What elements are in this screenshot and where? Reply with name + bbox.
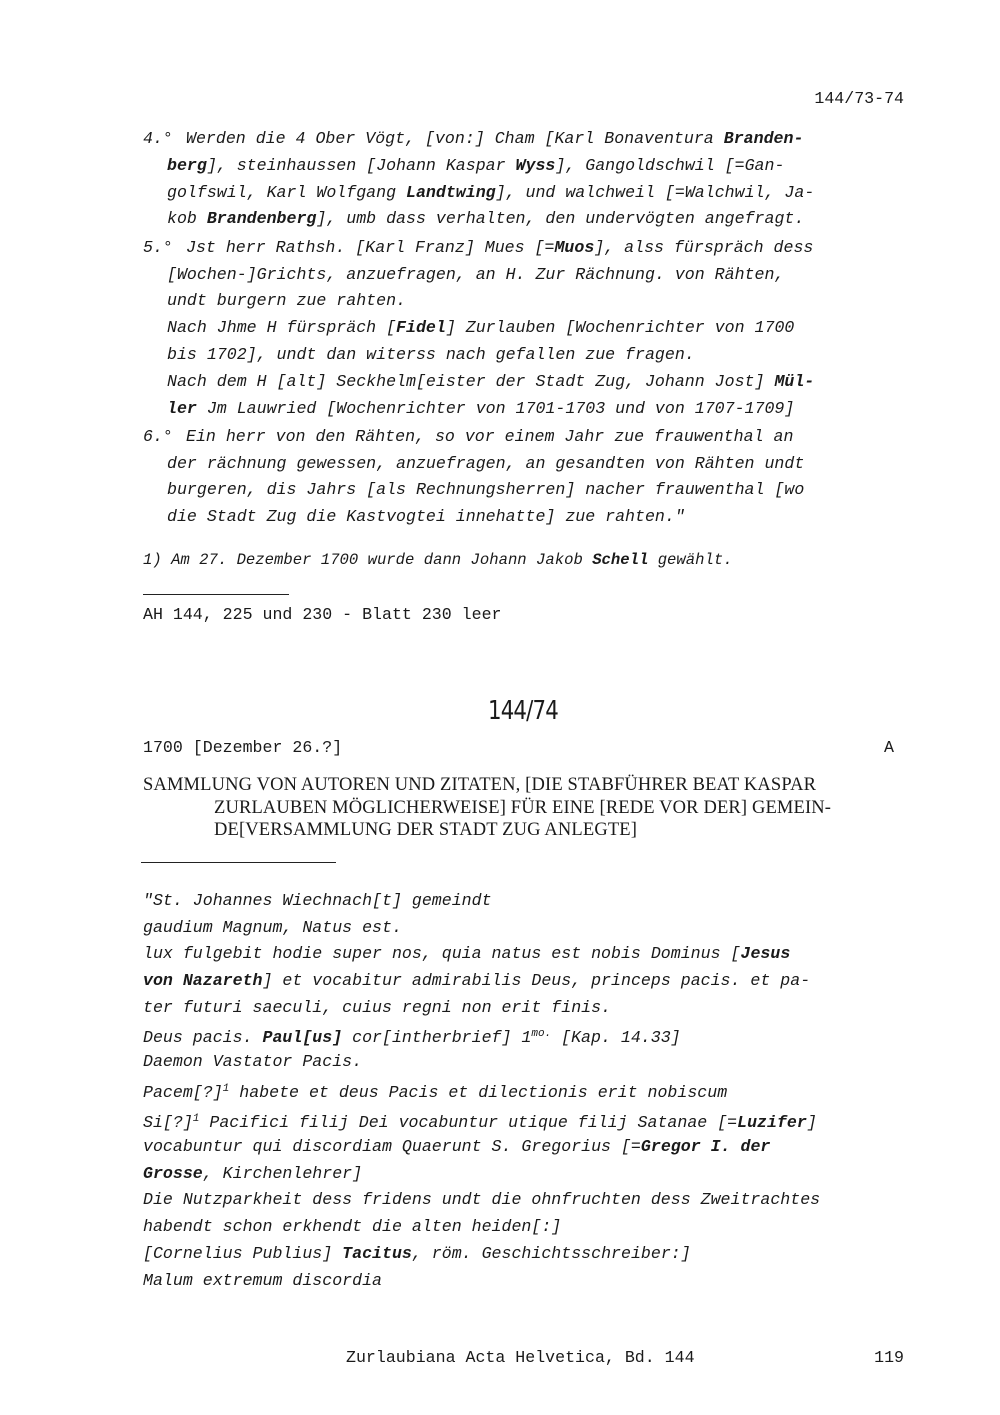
text-run: der rächnung gewessen, anzuefragen, an gesandten von Rähten undt [167, 453, 805, 473]
bold-name: Muos [554, 237, 595, 257]
document-letter: A [884, 738, 894, 757]
text-run: vocabuntur qui discordiam Quaerunt S. Gregorius [= [143, 1137, 641, 1156]
bold-name: berg [167, 155, 207, 175]
text-line [143, 1160, 362, 1187]
text-run: Jm Lauwried [Wochenrichter von 1701-1703 und von 1707-1709] [196, 398, 795, 418]
footnote [143, 547, 733, 574]
text-run: [Wochen-]Grichts, anzuefragen, an H. Zur Rächnung. von Rähten, [167, 264, 785, 284]
bold-name: von Nazareth [143, 971, 263, 990]
text-run: Nach dem H [alt] Seckhelm[eister der Stadt Zug, Johann Jost] [167, 371, 775, 391]
bold-name: Luzifer [737, 1113, 807, 1132]
text-run: "St. Johannes Wiechnach[t] gemeindt [143, 891, 492, 910]
text-run: [Cornelius Publius] [143, 1244, 343, 1263]
text-run: [Kap. 14.33] [551, 1028, 681, 1047]
text-run: , Kirchenlehrer] [202, 1164, 363, 1183]
source-reference: AH 144, 225 und 230 - Blatt 230 leer [143, 605, 502, 624]
text-run: ] [806, 1113, 817, 1132]
heading-rule [141, 862, 336, 863]
text-run: die Stadt Zug die Kastvogtei innehatte] zue rahten." [167, 507, 685, 527]
item-line [167, 368, 814, 395]
text-run: Jst herr Rathsh. [Karl Franz] Mues [= [186, 237, 555, 257]
text-line [143, 1021, 681, 1051]
text-run: Pacifici filij Dei vocabuntur utique filij Satanae [= [199, 1113, 738, 1132]
item-line [186, 423, 793, 450]
text-line [143, 914, 402, 941]
bold-name: Paul[us] [262, 1028, 343, 1047]
item-line [167, 503, 685, 530]
text-run: Si[?] [143, 1113, 193, 1132]
text-run: bis 1702], undt dan witerss nach gefallen zue fragen. [167, 344, 695, 364]
text-run: ], und walchweil [=Walchwil, Ja- [495, 182, 815, 202]
text-line [143, 940, 790, 967]
item-number: 5.° [143, 237, 173, 257]
text-run: ] et vocabitur admirabilis Deus, princeps pacis. et pa- [262, 971, 811, 990]
item-line [186, 125, 803, 152]
bold-name: Landtwing [406, 182, 496, 202]
text-run: ], steinhaussen [Johann Kaspar [206, 155, 516, 175]
text-run: , röm. Geschichtsschreiber:] [411, 1244, 691, 1263]
text-run: Malum extremum discordia [143, 1271, 382, 1290]
text-line [143, 1133, 770, 1160]
text-line [143, 1076, 727, 1106]
text-run: habete et deus Pacis et dilectionis erit nobiscum [229, 1083, 728, 1102]
bold-name: Jesus [740, 944, 791, 963]
text-run: golfswil, Karl Wolfgang [167, 182, 406, 202]
item-line [167, 476, 804, 503]
text-line [143, 1213, 561, 1240]
superscript: mo. [531, 1028, 552, 1040]
text-run: burgeren, dis Jahrs [als Rechnungsherren] nacher frauwenthal [wo [167, 480, 805, 500]
bold-name: ler [167, 398, 197, 418]
text-line [143, 1048, 362, 1075]
text-run: cor[intherbrief] 1 [342, 1028, 532, 1047]
text-line [143, 1106, 817, 1136]
text-run: ], umb dass verhalten, den undervögten angefragt. [316, 209, 805, 229]
text-run: Werden die 4 Ober Vögt, [von:] Cham [Karl Bonaventura [186, 129, 724, 148]
document-number: 144/74 [487, 696, 559, 726]
item-number: 4.° [143, 129, 173, 148]
text-run: Ein herr von den Rähten, so vor einem Jahr zue frauwenthal an [186, 426, 794, 446]
bold-name: Mül- [774, 371, 815, 391]
item-line [167, 395, 794, 422]
text-line [143, 887, 492, 914]
item-line [167, 205, 804, 232]
text-run: gaudium Magnum, Natus est. [143, 918, 402, 937]
bold-name: Brandenberg [206, 209, 317, 229]
heading-line: SAMMLUNG VON AUTOREN UND ZITATEN, [DIE STABFÜHRER BEAT KASPAR [143, 775, 817, 795]
page-number: 119 [874, 1348, 904, 1367]
heading-line: DE[VERSAMMLUNG DER STADT ZUG ANLEGTE] [214, 820, 638, 840]
item-line [186, 234, 813, 261]
text-run: gewählt. [648, 551, 733, 569]
item-line [167, 261, 784, 288]
heading-line: ZURLAUBEN MÖGLICHERWEISE] FÜR EINE [REDE VOR DER] GEMEIN- [214, 797, 832, 818]
text-run: undt burgern zue rahten. [167, 291, 406, 311]
item-line [167, 314, 794, 341]
bold-name: Wyss [515, 155, 556, 175]
footnote-rule [143, 594, 289, 595]
text-line [143, 1186, 820, 1213]
text-run: Daemon Vastator Pacis. [143, 1052, 363, 1071]
text-run: kob [167, 209, 207, 229]
text-run: Deus pacis. [143, 1028, 263, 1047]
item-line [167, 287, 406, 314]
text-run: 1) Am 27. Dezember 1700 wurde dann Johann Jakob [143, 551, 593, 569]
item-line [167, 152, 784, 179]
bold-name: Branden- [723, 129, 804, 148]
text-line [143, 994, 611, 1021]
bold-name: Fidel [396, 318, 446, 338]
superscript: 1 [222, 1083, 230, 1095]
text-line [143, 967, 810, 994]
text-line [143, 1267, 382, 1294]
text-run: ], alss fürspräch dess [594, 237, 814, 257]
text-run: habendt schon erkhendt die alten heiden[:] [143, 1217, 562, 1236]
item-number: 6.° [143, 426, 173, 446]
text-run: ], Gangoldschwil [=Gan- [555, 155, 785, 175]
text-run: Nach Jhme H fürspräch [ [167, 318, 397, 338]
bold-name: Schell [592, 551, 649, 569]
item-line [167, 341, 695, 368]
bold-name: Grosse [143, 1164, 203, 1183]
bold-name: Gregor I. der [640, 1137, 771, 1156]
text-run: Pacem[?] [143, 1083, 223, 1102]
text-run: Die Nutzparkheit dess fridens undt die ohnfruchten dess Zweitrachtes [143, 1190, 821, 1209]
text-run: ] Zurlauben [Wochenrichter von 1700 [445, 318, 795, 338]
page-reference: 144/73-74 [814, 89, 904, 108]
text-run: ter futuri saeculi, cuius regni non erit finis. [143, 998, 612, 1017]
text-run: lux fulgebit hodie super nos, quia natus est nobis Dominus [ [143, 944, 741, 963]
footer-title: Zurlaubiana Acta Helvetica, Bd. 144 [346, 1348, 695, 1367]
superscript: 1 [192, 1113, 200, 1125]
text-line [143, 1240, 691, 1267]
item-line [167, 179, 814, 206]
item-line [167, 450, 804, 477]
bold-name: Tacitus [342, 1244, 412, 1263]
document-date: 1700 [Dezember 26.?] [143, 738, 343, 757]
